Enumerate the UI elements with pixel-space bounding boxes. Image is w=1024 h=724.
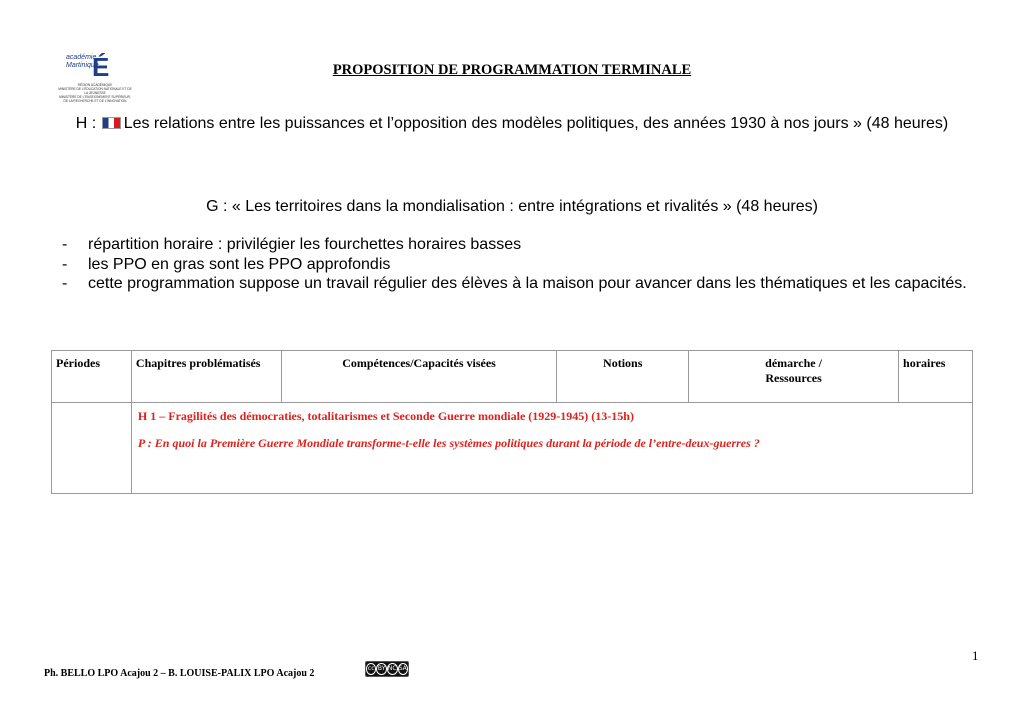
theme-history-prefix: H :: [75, 115, 101, 132]
note-text: cette programmation suppose un travail régulier des élèves à la maison pour avancer dans les thématiques et les capacités.: [88, 275, 967, 292]
theme-history-text: Les relations entre les puissances et l’opposition des modèles politiques, des années 1930 à nos jours » (48 heures): [123, 115, 949, 132]
logo-letter: É: [92, 52, 110, 82]
document-title: PROPOSITION DE PROGRAMMATION TERMINALE: [332, 62, 692, 78]
col-header-competences: Compétences/Capacités visées: [281, 351, 557, 403]
logo-brand-line2: Martinique: [66, 62, 99, 69]
col-header-periodes: Périodes: [52, 351, 132, 403]
notes-list: [62, 235, 982, 294]
col-header-demarche: démarche / Ressources: [689, 351, 899, 403]
theme-geography: G : « Les territoires dans la mondialisation : entre intégrations et rivalités » (48 heures): [206, 198, 818, 215]
footer-authors: Ph. BELLO LPO Acajou 2 – B. LOUISE-PALIX LPO Acajou 2: [44, 668, 315, 679]
col-header-notions: Notions: [557, 351, 689, 403]
table-header-row: [52, 351, 973, 403]
note-item: - répartition horaire : privilégier les fourchettes horaires basses: [62, 236, 522, 253]
programmation-table: [51, 350, 973, 494]
col-header-chapitres: Chapitres problématisés: [131, 351, 281, 403]
table-row: [52, 403, 973, 494]
col-header-horaires: horaires: [899, 351, 973, 403]
note-item: - les PPO en gras sont les PPO approfondis: [62, 255, 391, 273]
nc-icon: NC: [387, 663, 398, 675]
theme-history: [40, 114, 984, 133]
cc-icon: cc: [366, 663, 376, 675]
chapter-question: P : En quoi la Première Guerre Mondiale transforme-t-elle les systèmes politiques durant la période de l’entre-deux-guerres ?: [137, 436, 760, 450]
sa-icon: SA: [398, 663, 408, 675]
note-item: - cette programmation suppose un travail régulier des élèves à la maison pour avancer dans les thématiques et les capacités.: [62, 275, 967, 292]
flag-icon: [102, 117, 121, 129]
cell-periodes: [52, 403, 132, 494]
cell-chapter: [131, 403, 972, 494]
by-icon: BY: [376, 663, 386, 675]
logo-region-text: RÉGION ACADÉMIQUE MINISTÈRE DE L'ÉDUCATION NATIONALE ET DE LA JEUNESSE MINISTÈRE DE L'ENSEIGNEMENT SUPÉRIEUR, DE LA RECHERCHE ET DE L'INNOVATION: [58, 83, 132, 103]
chapter-title: H 1 – Fragilités des démocraties, totalitarismes et Seconde Guerre mondiale (1929-1945) (13-15h): [137, 409, 634, 423]
logo-brand-line1: académie: [66, 54, 97, 61]
note-text: répartition horaire : privilégier les fourchettes horaires basses: [88, 236, 522, 253]
note-text: les PPO en gras sont les PPO approfondis: [88, 255, 391, 273]
page-number: 1: [972, 648, 979, 663]
creative-commons-license-badge: [365, 661, 409, 677]
